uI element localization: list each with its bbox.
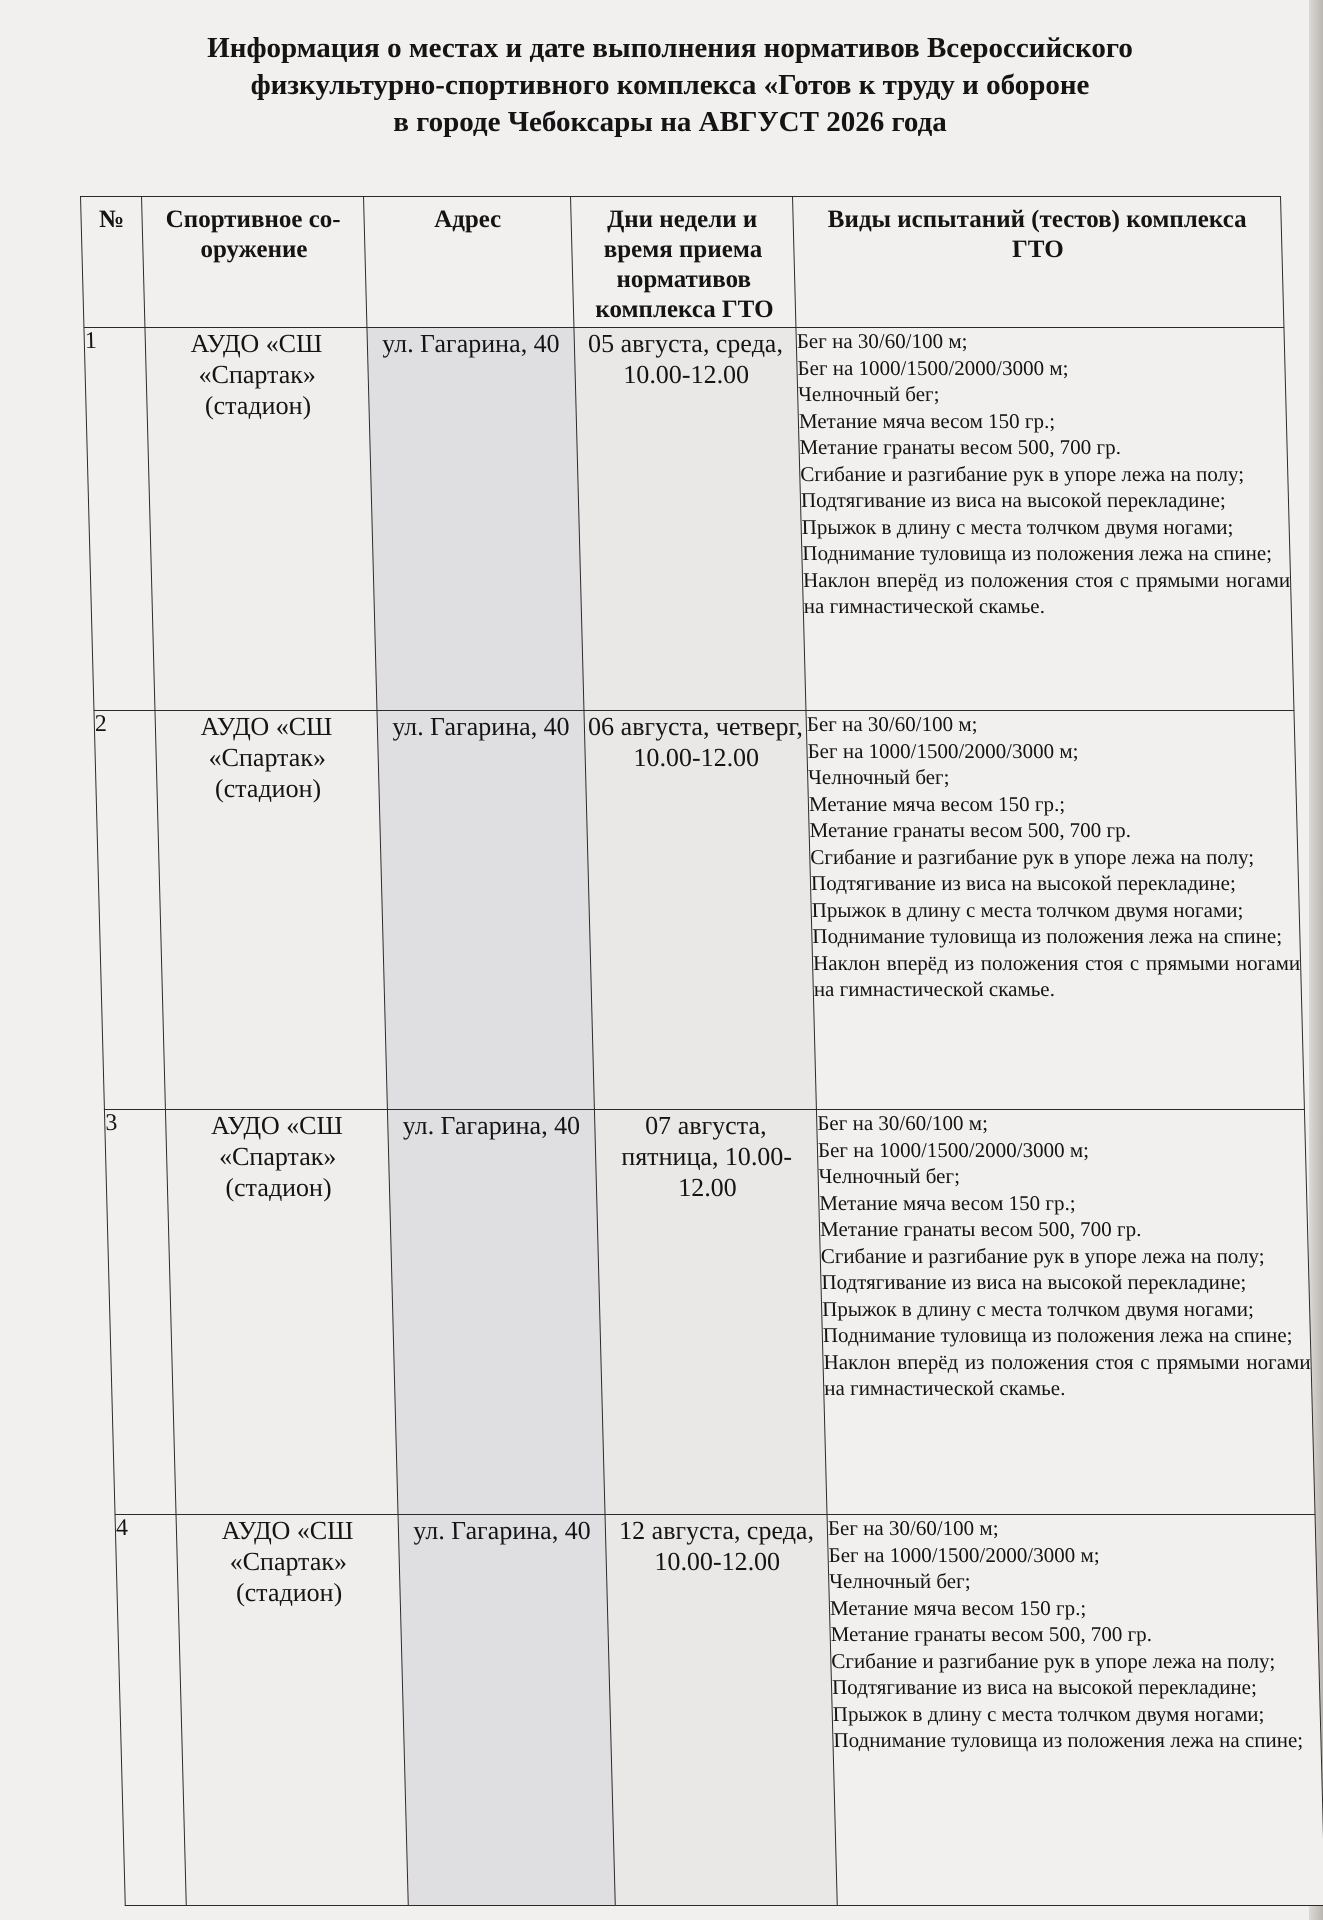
row-tests	[827, 1515, 1323, 1906]
table-row	[115, 1515, 1323, 1906]
test-item: Челночный бег;	[818, 1164, 961, 1188]
test-item: Наклон вперёд из положения стоя с прямыми ногами на гимнастической скамье.	[802, 567, 1291, 618]
header-tests: Виды испытаний (тестов) комплекса ГТО	[793, 197, 1284, 328]
test-item: Метание гранаты весом 500, 700 гр.	[809, 818, 1132, 842]
test-item: Челночный бег;	[828, 1569, 971, 1593]
title-line-1: Информация о местах и дате выполнения нормативов Всероссийского	[207, 32, 1133, 64]
test-item: Челночный бег;	[807, 765, 950, 789]
test-item: Метание гранаты весом 500, 700 гр.	[830, 1622, 1153, 1646]
row-address: ул. Гагарина, 40	[387, 1110, 605, 1515]
test-item: Бег на 1000/1500/2000/3000 м;	[817, 1137, 1090, 1162]
row-site: АУДО «СШ «Спартак» (стадион)	[176, 1515, 408, 1906]
test-item: Поднимание туловища из положения лежа на спине;	[822, 1323, 1293, 1347]
row-num: 3	[104, 1110, 176, 1515]
test-item: Поднимание туловища из положения лежа на спине;	[802, 541, 1273, 565]
row-num: 4	[115, 1515, 186, 1906]
test-item: Сгибание и разгибание рук в упоре лежа на полу;	[799, 461, 1245, 486]
test-item: Подтягивание из виса на высокой перекладине;	[821, 1270, 1247, 1294]
row-site: АУДО «СШ «Спартак» (стадион)	[165, 1110, 398, 1515]
test-item: Бег на 30/60/100 м;	[827, 1516, 999, 1540]
row-site: АУДО «СШ «Спартак» (стадион)	[155, 711, 387, 1110]
header-num: №	[81, 197, 145, 328]
test-item: Поднимание туловища из положения лежа на спине;	[812, 924, 1283, 948]
test-item: Метание гранаты весом 500, 700 гр.	[819, 1217, 1142, 1241]
header-address: Адрес	[364, 197, 574, 328]
test-item: Прыжок в длину с места толчком двумя ногами;	[832, 1701, 1265, 1726]
test-item: Прыжок в длину с места толчком двумя ногами;	[801, 514, 1234, 539]
row-address: ул. Гагарина, 40	[377, 711, 594, 1110]
row-address: ул. Гагарина, 40	[367, 328, 584, 711]
table-row	[104, 1110, 1315, 1515]
test-item: Метание мяча весом 150 гр.;	[798, 408, 1056, 433]
row-days: 07 августа, пятница, 10.00-12.00	[594, 1110, 827, 1515]
row-days: 12 августа, среда, 10.00-12.00	[605, 1515, 837, 1906]
test-item: Подтягивание из виса на высокой перекладине;	[831, 1675, 1258, 1699]
test-item: Бег на 1000/1500/2000/3000 м;	[807, 738, 1079, 763]
test-item: Поднимание туловища из положения лежа на спине;	[833, 1728, 1304, 1752]
table-row	[94, 711, 1304, 1110]
table-header-row	[81, 197, 1284, 328]
row-days: 05 августа, среда, 10.00-12.00	[574, 328, 806, 711]
test-item: Наклон вперёд из положения стоя с прямыми ногами на гимнастической скамье.	[812, 950, 1301, 1001]
test-item: Бег на 30/60/100 м;	[806, 712, 978, 736]
table-row	[84, 328, 1294, 711]
row-tests	[806, 711, 1304, 1110]
test-item: Сгибание и разгибание рук в упоре лежа на полу;	[820, 1243, 1265, 1268]
test-item: Бег на 1000/1500/2000/3000 м;	[828, 1542, 1100, 1567]
row-num: 2	[94, 711, 165, 1110]
schedule-table	[80, 196, 1323, 1906]
test-item: Бег на 1000/1500/2000/3000 м;	[797, 355, 1069, 380]
test-item: Бег на 30/60/100 м;	[796, 329, 968, 353]
test-item: Бег на 30/60/100 м;	[816, 1111, 989, 1135]
header-days: Дни недели и время приема нормативов комплекса ГТО	[571, 197, 796, 328]
header-site: Спортивное со-оружение	[142, 197, 367, 328]
test-item: Челночный бег;	[797, 382, 940, 406]
test-item: Метание мяча весом 150 гр.;	[819, 1190, 1076, 1215]
row-tests	[796, 328, 1294, 711]
test-item: Подтягивание из виса на высокой перекладине;	[800, 488, 1227, 512]
document-title	[150, 30, 1190, 141]
title-line-2: физкультурно-спортивного комплекса «Готов к труду и обороне	[250, 69, 1090, 101]
test-item: Метание мяча весом 150 гр.;	[808, 791, 1066, 816]
test-item: Подтягивание из виса на высокой перекладине;	[810, 871, 1237, 895]
row-site: АУДО «СШ «Спартак» (стадион)	[145, 328, 377, 711]
row-address: ул. Гагарина, 40	[398, 1515, 615, 1906]
test-item: Сгибание и разгибание рук в упоре лежа на полу;	[831, 1648, 1276, 1673]
test-item: Метание гранаты весом 500, 700 гр.	[799, 435, 1122, 459]
test-item: Метание мяча весом 150 гр.;	[829, 1595, 1087, 1620]
test-item: Сгибание и разгибание рук в упоре лежа на полу;	[809, 844, 1255, 869]
test-item: Прыжок в длину с места толчком двумя ногами;	[821, 1296, 1255, 1321]
test-item: Прыжок в длину с места толчком двумя ногами;	[811, 897, 1244, 922]
row-tests	[816, 1110, 1315, 1515]
row-num: 1	[84, 328, 155, 711]
title-line-3: в городе Чебоксары на АВГУСТ 2026 года	[393, 106, 947, 138]
row-days: 06 августа, четверг, 10.00-12.00	[584, 711, 816, 1110]
test-item: Наклон вперёд из положения стоя с прямыми ногами на гимнастической скамье.	[823, 1349, 1311, 1400]
